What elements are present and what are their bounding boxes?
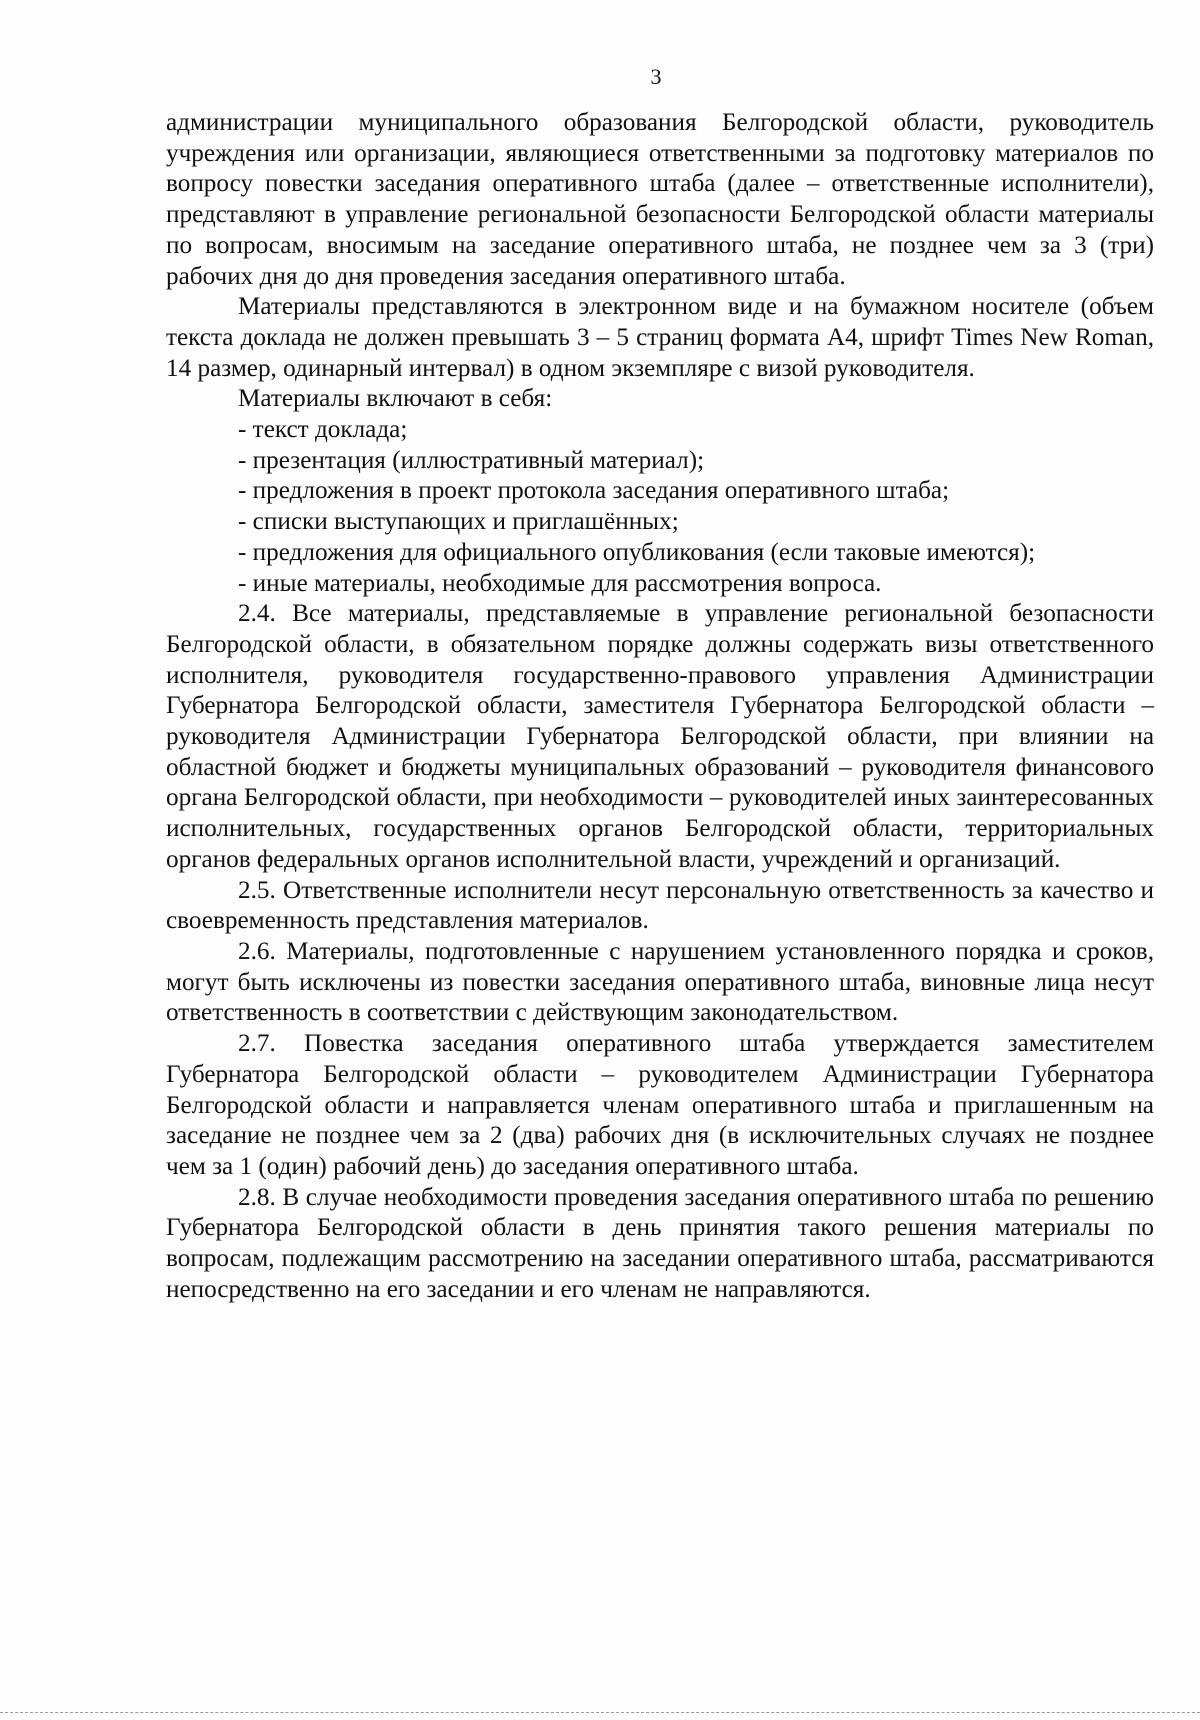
scan-edge-divider [0, 1712, 1200, 1713]
list-item: - предложения в проект протокола заседания оперативного штаба; [238, 477, 950, 505]
clause-2-6: 2.6. Материалы, подготовленные с нарушением установленного порядка и сроков, могут быть исключены из повестки заседания оперативного штаба, виновные лица несут ответственность в соответствии с действующим законодательством. [166, 937, 1154, 1027]
list-item: - списки выступающих и приглашённых; [238, 508, 679, 536]
clause-2-4: 2.4. Все материалы, представляемые в управление региональной безопасности Белгородской области, в обязательном порядке должны содержать визы ответственного исполнителя, руководителя государственно-правового управления Администрации Губернатора Белгородской области, заместителя Губернатора Белгородской области – руководителя Администрации Губернатора Белгородской области, при влиянии на областной бюджет и бюджеты муниципальных образований – руководителя финансового органа Белгородской области, при необходимости – руководителей иных заинтересованных исполнительных, государственных органов Белгородской области, территориальных органов федеральных органов исполнительной власти, учреждений и организаций. [166, 600, 1154, 873]
paragraph-materials-format: Материалы представляются в электронном виде и на бумажном носителе (объем текста доклада не должен превышать 3 – 5 страниц формата А4, шрифт Times New Roman, 14 размер, одинарный интервал) в одном экземпляре с визой руководителя. [166, 293, 1154, 382]
list-item: - предложения для официального опубликования (если таковые имеются); [238, 538, 1036, 566]
list-item: - презентация (иллюстративный материал); [238, 446, 705, 474]
document-body [166, 108, 1154, 1305]
list-item: - иные материалы, необходимые для рассмотрения вопроса. [238, 569, 882, 597]
clause-2-5: 2.5. Ответственные исполнители несут персональную ответственность за качество и своевременность представления материалов. [166, 876, 1154, 935]
clause-2-8: 2.8. В случае необходимости проведения заседания оперативного штаба по решению Губернатора Белгородской области в день принятия такого решения материалы по вопросам, подлежащим рассмотрению на заседании оперативного штаба, рассматриваются непосредственно на его заседании и его членам не направляются. [166, 1183, 1154, 1303]
paragraph-materials-include: Материалы включают в себя: [238, 385, 553, 413]
list-item: - текст доклада; [238, 416, 408, 444]
page-number: 3 [650, 64, 662, 89]
clause-2-7: 2.7. Повестка заседания оперативного штаба утверждается заместителем Губернатора Белгородской области – руководителем Администрации Губернатора Белгородской области и направляется членам оперативного штаба и приглашенным на заседание не позднее чем за 2 (два) рабочих дня (в исключительных случаях не позднее чем за 1 (один) рабочий день) до заседания оперативного штаба. [166, 1030, 1154, 1180]
paragraph-continuation: администрации муниципального образования Белгородской области, руководитель учреждения или организации, являющиеся ответственными за подготовку материалов по вопросу повестки заседания оперативного штаба (далее – ответственные исполнители), представляют в управление региональной безопасности Белгородской области материалы по вопросам, вносимым на заседание оперативного штаба, не позднее чем за 3 (три) рабочих дня до дня проведения заседания оперативного штаба. [166, 109, 1154, 290]
